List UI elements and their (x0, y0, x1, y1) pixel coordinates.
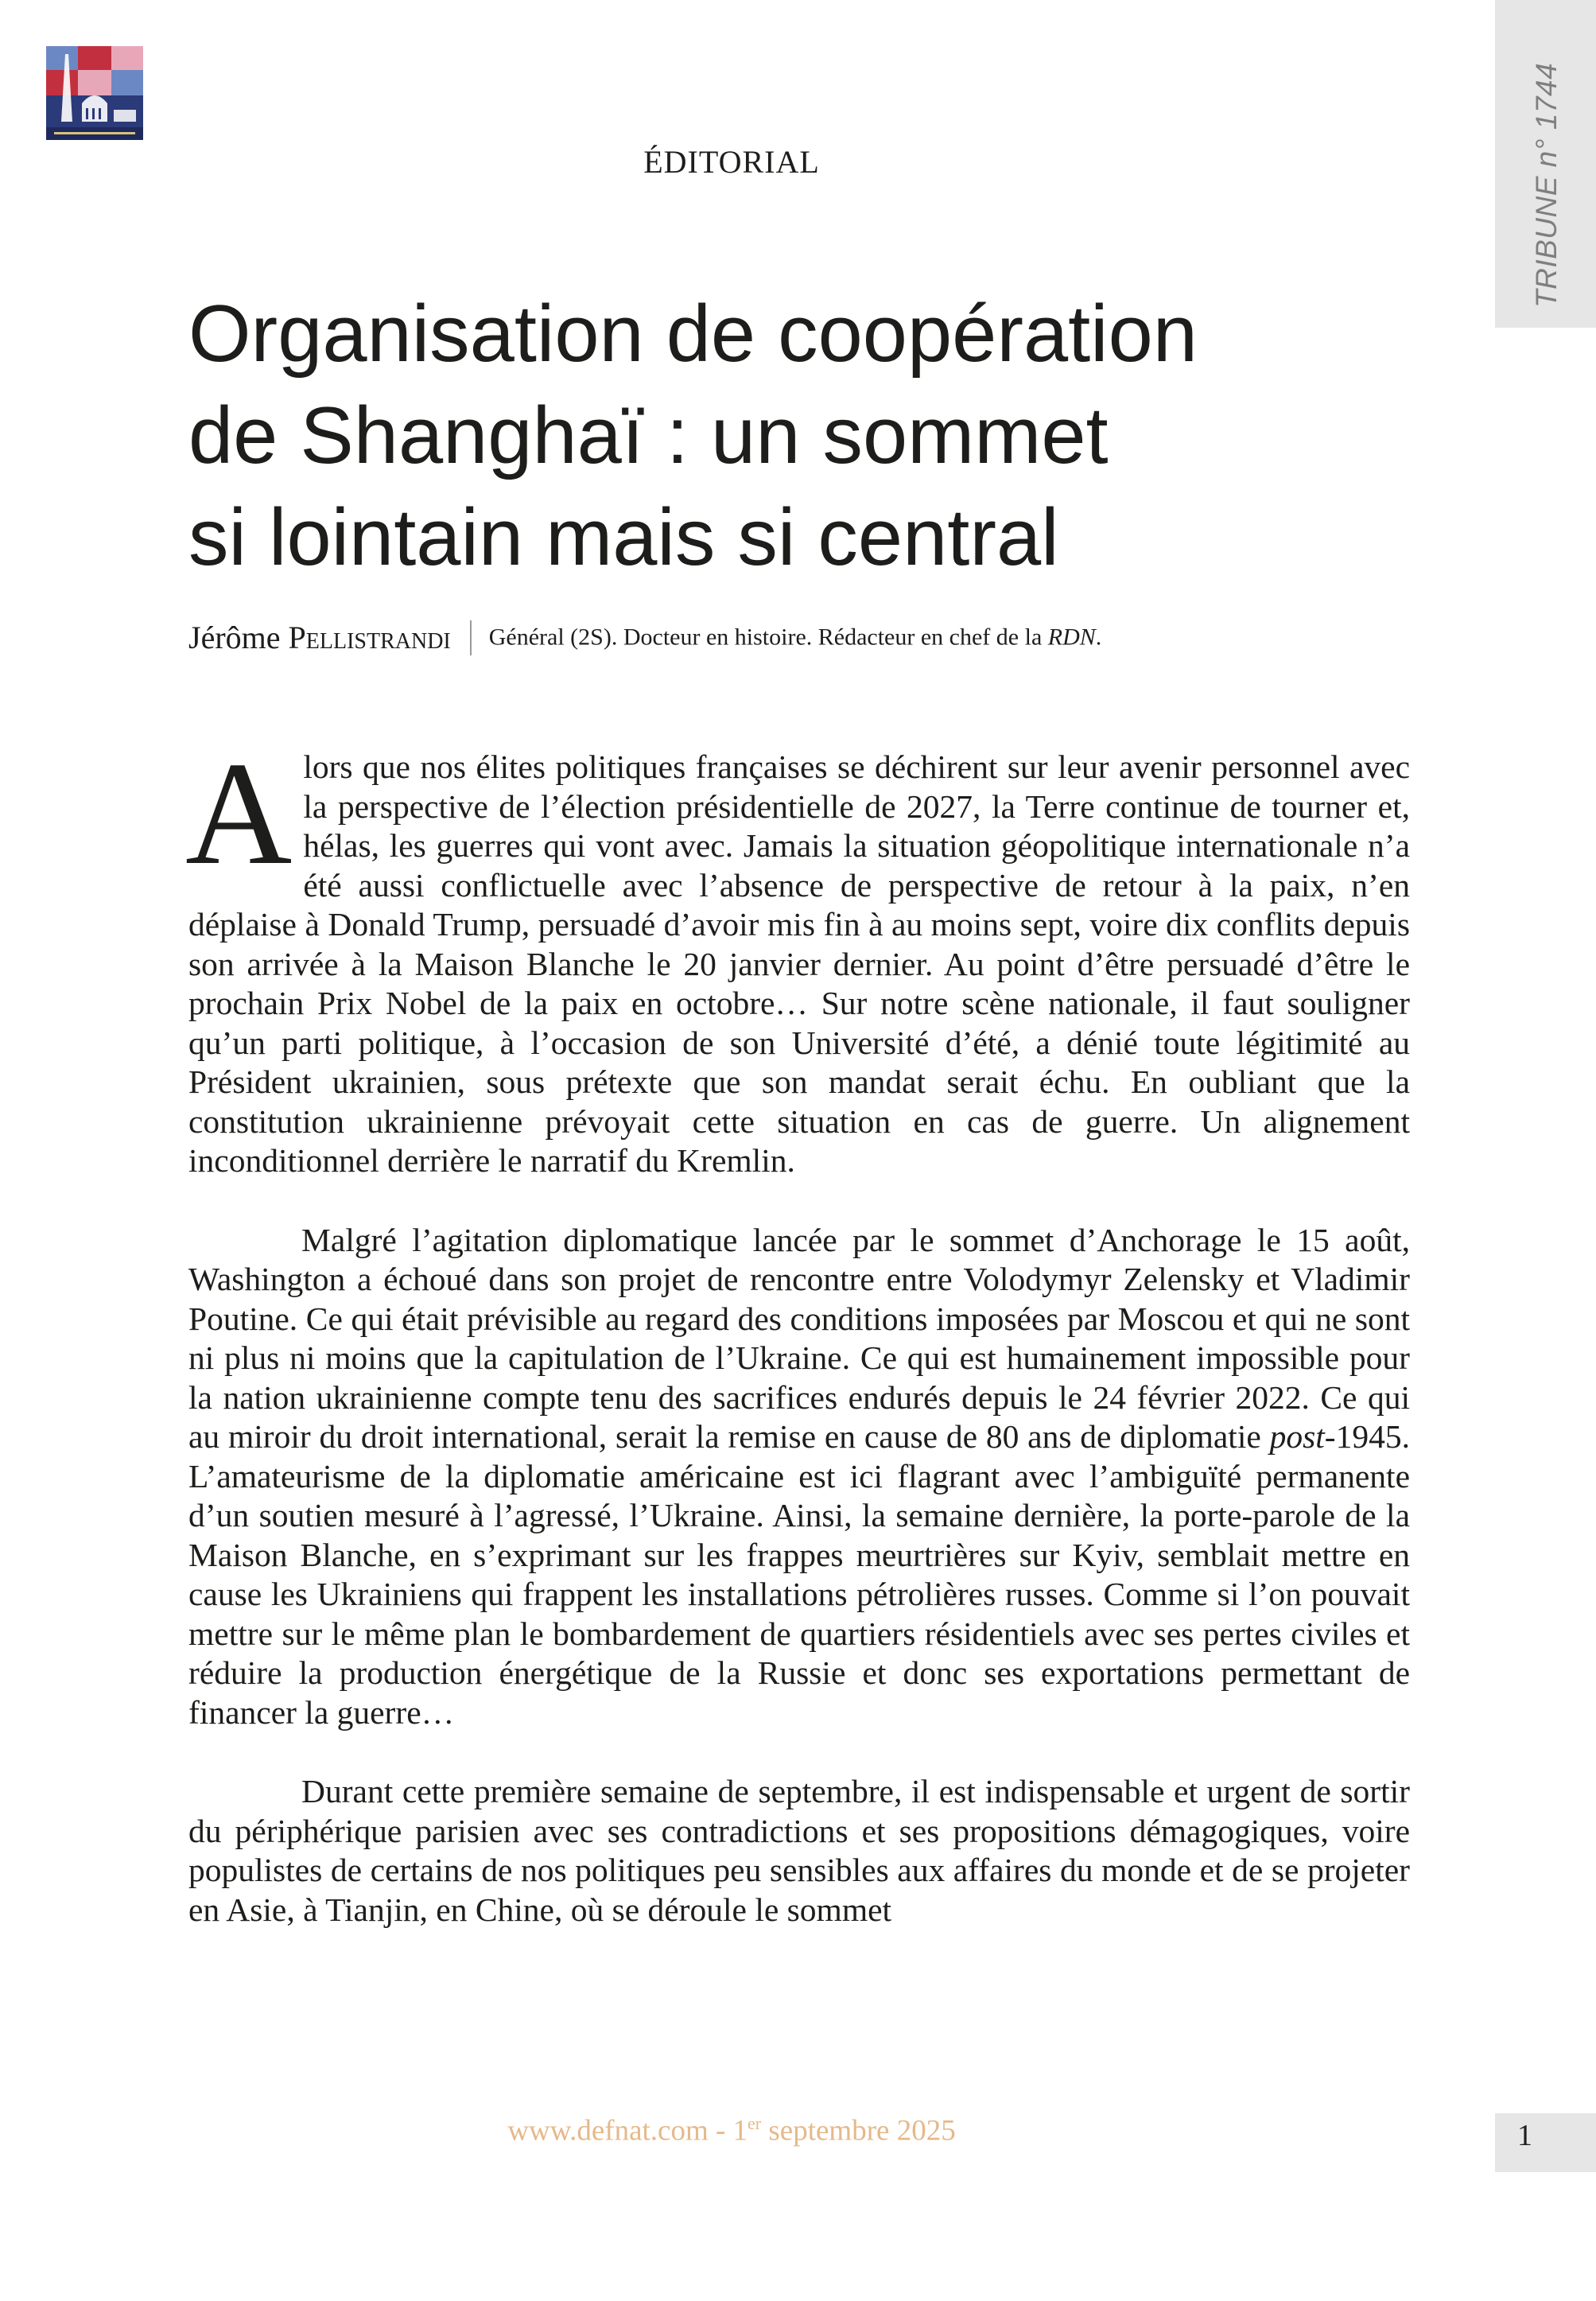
author-bio-journal: RDN (1047, 624, 1096, 651)
section-label: ÉDITORIAL (643, 144, 820, 180)
footer-site: www.defnat.com - 1 (507, 2114, 748, 2147)
title-line: Organisation de coopération (188, 290, 1198, 379)
author-bio-prefix: Général (2S). Docteur en histoire. Rédacteur en chef de la (488, 624, 1043, 651)
footer-site-date (0, 2113, 1463, 2147)
tribune-number: TRIBUNE n° 1744 (1530, 62, 1563, 308)
paragraph-2-text-a: Malgré l’agitation diplomatique lancée par le sommet d’Anchorage le 15 août, Washington a échoué dans son projet de rencontre entre Volodymyr Zelensky et Vladimir Poutine. Ce qui était prévisible au regard des conditions imposées par Moscou et qui ne sont ni plus ni moins que la capitulation de l’Ukraine. Ce qui est humainement impossible pour la nation ukrainienne compte tenu des sacrifices endurés depuis le 24 février 2022. Ce qui au miroir du droit international, serait la remise en cause de 80 ans de diplomatie (188, 1221, 1410, 1455)
author-last-name: Pellistrandi (288, 620, 451, 655)
title-line: si lointain mais si central (188, 493, 1059, 582)
author-first-name: Jérôme (188, 620, 281, 655)
author-bio (489, 624, 1102, 651)
paragraph-2-text-b: -1945. L’amateurisme de la diplomatie américaine est ici flagrant avec l’ambiguïté permanente d’un soutien mesuré à l’agressé, l’Ukraine. Ainsi, la semaine dernière, la porte-parole de la Maison Blanche, en s’exprimant sur les frappes meurtrières sur Kyiv, semblait mettre en cause les Ukrainiens qui frappent les installations pétrolières russes. Comme si l’on pouvait mettre sur le même plan le bombardement de quartiers résidentiels avec ses pertes civiles et réduire la production énergétique de la Russie et donc ses exportations permettant de financer la guerre… (188, 1418, 1410, 1731)
revue-defense-nationale-logo (46, 46, 143, 140)
paragraph-1-text: lors que nos élites politiques françaises se déchirent sur leur avenir personnel avec la perspective de l’élection présidentielle de 2027, la Terre continue de tourner et, hélas, les guerres qui vont avec. Jamais la situation géopolitique internationale n’a été aussi conflictuelle avec l’absence de perspective de retour à la paix, n’en déplaise à Donald Trump, persuadé d’avoir mis fin à au moins sept, voire dix conflits depuis son arrivée à la Maison Blanche le 20 janvier dernier. Au point d’être persuadé d’être le prochain Prix Nobel de la paix en octobre… Sur notre scène nationale, il faut souligner qu’un parti politique, à l’occasion de son Université d’été, a dénié toute légitimité au Président ukrainien, sous prétexte que son mandat serait échu. En oubliant que la constitution ukrainienne prévoyait cette situation en cas de guerre. Un alignement inconditionnel derrière le narratif du Kremlin. (188, 748, 1410, 1179)
drop-cap: A (185, 732, 293, 896)
page-number: 1 (1517, 2119, 1532, 2152)
article-title (188, 283, 1477, 589)
paragraph-3 (188, 1772, 1410, 1930)
paragraph-3-text: Durant cette première semaine de septembre, il est indispensable et urgent de sortir du périphérique parisien avec ses contradictions et ses propositions démagogiques, voire populistes de certains de nos politiques peu sensibles aux affaires du monde et de se projeter en Asie, à Tianjin, en Chine, où se déroule le sommet (188, 1773, 1410, 1928)
title-line: de Shanghaï : un sommet (188, 391, 1109, 480)
author-line (188, 619, 1101, 657)
author-bio-suffix: . (1095, 624, 1102, 651)
article-body (185, 732, 1410, 1969)
paragraph-2 (188, 1221, 1410, 1733)
author-name (188, 620, 451, 655)
page-number-tab (1495, 2113, 1596, 2172)
paragraph-2-italic: post (1269, 1418, 1325, 1455)
author-separator (470, 620, 472, 655)
paragraph-1 (185, 732, 1410, 1181)
footer-date: septembre 2025 (761, 2114, 956, 2147)
footer-sup: er (748, 2113, 762, 2133)
